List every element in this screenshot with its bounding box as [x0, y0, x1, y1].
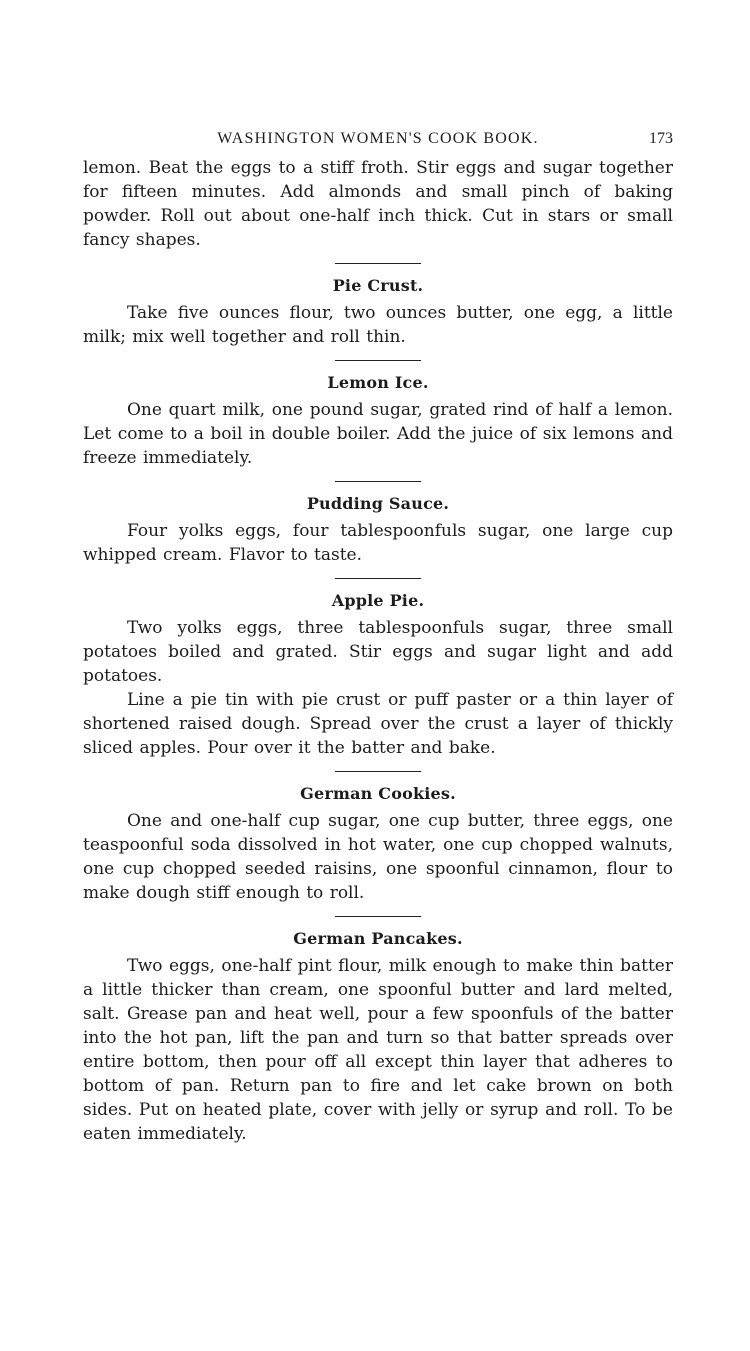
recipe-pudding-sauce — [83, 481, 673, 567]
recipe-paragraph: Four yolks eggs, four tablespoonfuls sugar, one large cup whipped cream. Flavor to taste. — [83, 521, 673, 565]
recipe-paragraph: Two yolks eggs, three tablespoonfuls sugar, three small potatoes boiled and grated. Stir eggs and sugar light and add potatoes. — [83, 618, 673, 686]
page-number: 173 — [649, 130, 673, 147]
recipe-title: German Pancakes. — [293, 929, 463, 948]
recipe-title: Apple Pie. — [331, 591, 425, 610]
section-divider — [335, 771, 421, 772]
recipe-title: German Cookies. — [300, 784, 456, 803]
recipe-title: Pudding Sauce. — [306, 494, 450, 513]
section-divider — [335, 360, 421, 361]
section-divider — [335, 263, 421, 264]
running-title: WASHINGTON WOMEN'S COOK BOOK. — [217, 130, 539, 147]
section-divider — [335, 481, 421, 482]
recipe-apple-pie — [83, 578, 673, 760]
recipe-paragraph: Two eggs, one-half pint flour, milk enough to make thin batter a little thicker than cream, one spoonful butter and lard melted, salt. Grease pan and heat well, pour a few spoonfuls of the batter into the hot pan, lift the pan and turn so that batter spreads over entire bottom, then pour off all except thin layer that adheres to bottom of pan. Return pan to fire and let cake brown on both sides. Put on heated plate, cover with jelly or syrup and roll. To be eaten immediately. — [83, 956, 673, 1144]
recipe-title: Lemon Ice. — [327, 373, 429, 392]
recipe-paragraph: One quart milk, one pound sugar, grated rind of half a lemon. Let come to a boil in double boiler. Add the juice of six lemons and freeze immediately. — [83, 400, 673, 468]
recipe-german-cookies — [83, 771, 673, 905]
recipe-lemon-ice — [83, 360, 673, 470]
recipe-paragraph: Line a pie tin with pie crust or puff paster or a thin layer of shortened raised dough. Spread over the crust a layer of thickly sliced apples. Pour over it the batter and bake. — [83, 690, 673, 758]
recipe-pie-crust — [83, 263, 673, 349]
book-page — [83, 128, 673, 1146]
recipe-title: Pie Crust. — [332, 276, 424, 295]
section-divider — [335, 916, 421, 917]
recipe-paragraph: One and one-half cup sugar, one cup butter, three eggs, one teaspoonful soda dissolved in hot water, one cup chopped walnuts, one cup chopped seeded raisins, one spoonful cinnamon, flour to make dough stiff enough to roll. — [83, 811, 673, 903]
recipe-paragraph: Take five ounces flour, two ounces butter, one egg, a little milk; mix well together and roll thin. — [83, 303, 673, 347]
running-header — [83, 128, 673, 156]
continued-paragraph: lemon. Beat the eggs to a stiff froth. Stir eggs and sugar together for fifteen minutes. Add almonds and small pinch of baking powder. Roll out about one-half inch thick. Cut in stars or small fancy shapes. — [83, 158, 673, 250]
section-divider — [335, 578, 421, 579]
recipe-german-pancakes — [83, 916, 673, 1146]
